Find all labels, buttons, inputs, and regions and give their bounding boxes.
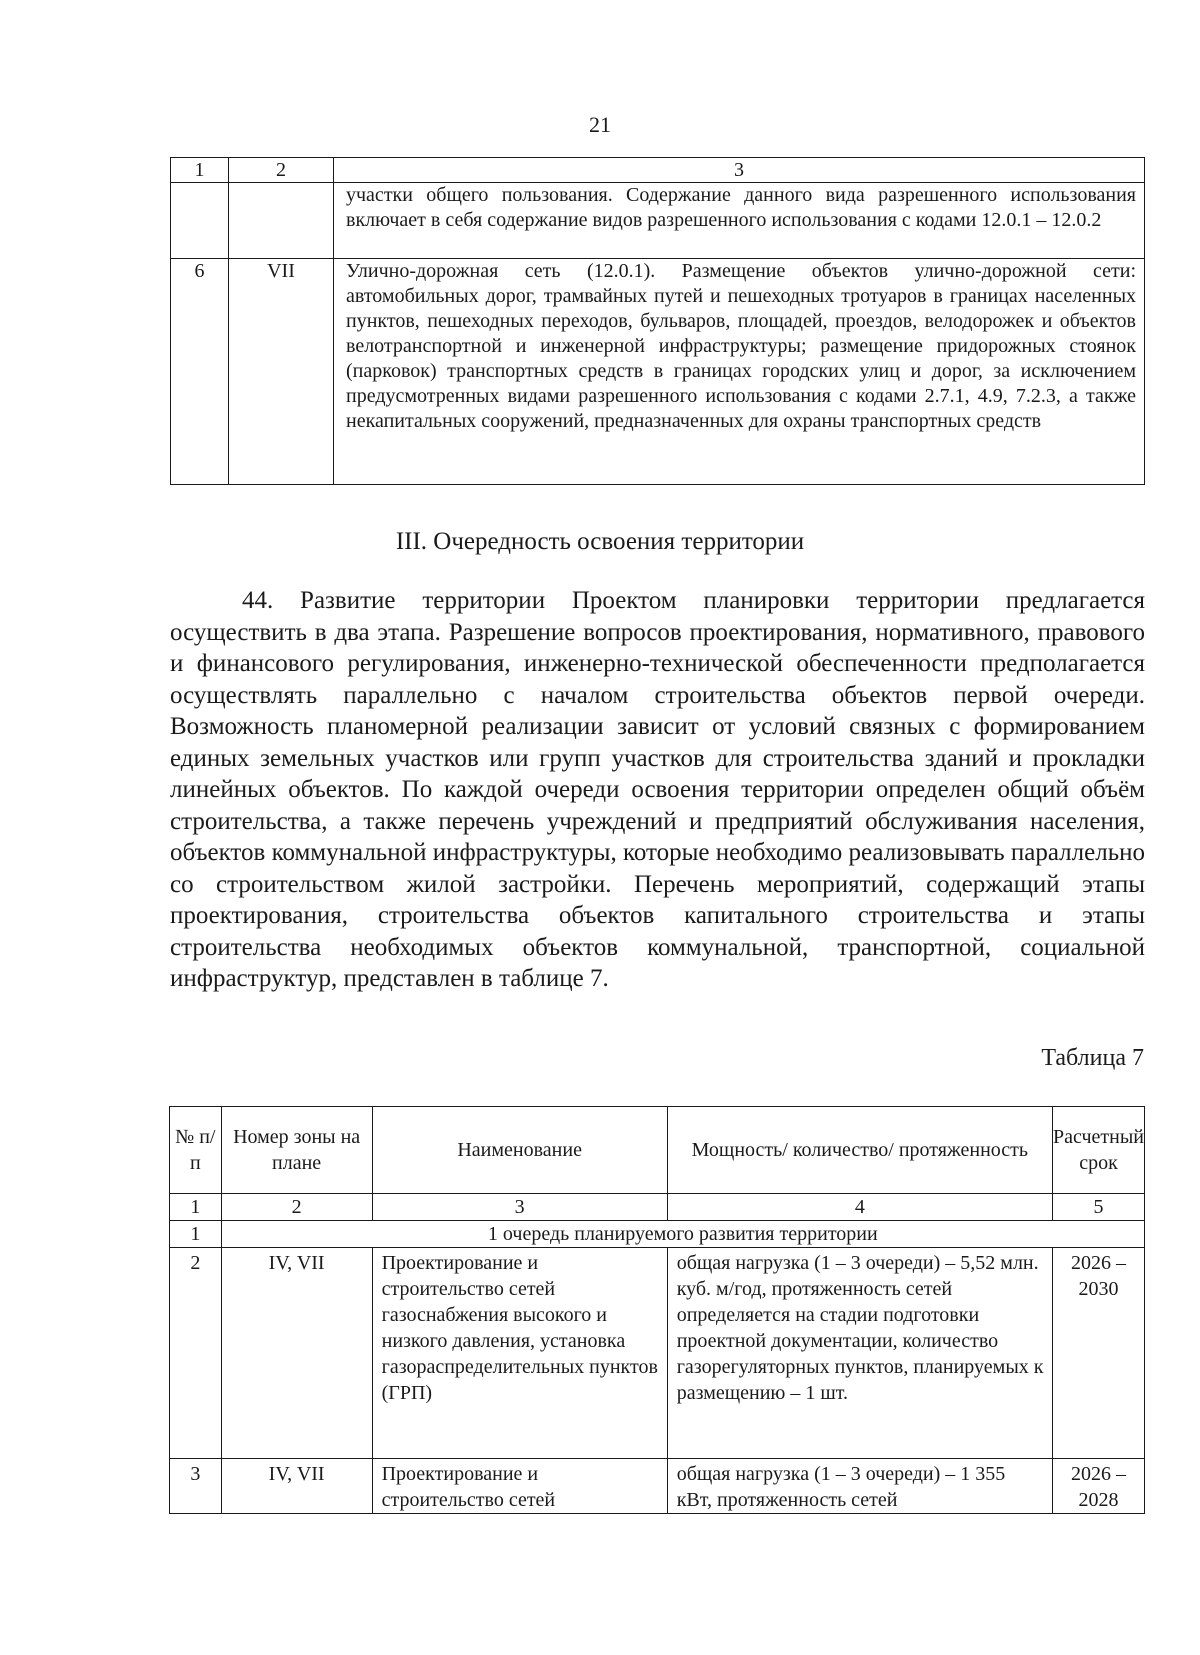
table-header-row	[170, 1107, 1145, 1194]
header-capacity: Мощность/ количество/ протяженность	[667, 1107, 1052, 1194]
header-cell: 1	[171, 158, 229, 183]
term-cell: 2026 – 2028	[1053, 1459, 1145, 1514]
table-row	[170, 1459, 1145, 1514]
description-cell	[334, 259, 1145, 485]
description-text: Улично-дорожная сеть (12.0.1). Размещение объектов улично-дорожной сети: автомобильных дорог, трамвайных путей и пешеходных тротуаров в границах населенных пунктов, пешеходных переходов, бульваров, площадей, проездов, велодорожек и объектов велотранспортной и инженерной инфраструктуры; размещение придорожных стоянок (парковок) транспортных средств в границах городских улиц и дорог, за исключением предусмотренных видами разрешенного использования с кодами 2.7.1, 4.9, 7.2.3, а также некапитальных сооружений, предназначенных для охраны транспортных средств	[346, 260, 1136, 432]
zone-cell: IV, VII	[221, 1248, 372, 1459]
term-cell: 2026 – 2030	[1053, 1248, 1145, 1459]
header-name: Наименование	[372, 1107, 667, 1194]
name-cell: Проектирование и строительство сетей газоснабжения высокого и низкого давления, установка газораспределительных пунктов (ГРП)	[372, 1248, 667, 1459]
zone-cell	[229, 183, 334, 259]
column-number: 3	[372, 1194, 667, 1221]
table-7	[169, 1106, 1145, 1514]
page-number: 21	[589, 112, 611, 137]
table-row	[170, 1248, 1145, 1459]
table-row	[171, 183, 1145, 259]
table-row	[171, 259, 1145, 485]
description-cell	[334, 183, 1145, 259]
capacity-cell: общая нагрузка (1 – 3 очереди) – 1 355 кВт, протяженность сетей	[667, 1459, 1052, 1514]
header-cell: 2	[229, 158, 334, 183]
header-cell: 3	[334, 158, 1145, 183]
row-number-cell	[171, 183, 229, 259]
continuation-table	[170, 157, 1145, 485]
column-number: 5	[1053, 1194, 1145, 1221]
table-label: Таблица 7	[1041, 1045, 1144, 1071]
header-num: № п/п	[170, 1107, 222, 1194]
row-number-cell: 2	[170, 1248, 222, 1459]
stage-number: 1	[170, 1221, 222, 1248]
body-paragraph: 44. Развитие территории Проектом планировки территории предлагается осуществить в два этапа. Разрешение вопросов проектирования, нормативного, правового и финансового регулирования, инженерно-технической обеспеченности предполагается осуществлять параллельно с началом строительства объектов первой очереди. Возможность планомерной реализации зависит от условий связных с формированием единых земельных участков или групп участков для строительства зданий и прокладки линейных объектов. По каждой очереди освоения территории определен общий объём строительства, а также перечень учреждений и предприятий обслуживания населения, объектов коммунальной инфраструктуры, которые необходимо реализовывать параллельно со строительством жилой застройки. Перечень мероприятий, содержащий этапы проектирования, строительства объектов капитального строительства и этапы строительства необходимых объектов коммунальной, транспортной, социальной инфраструктур, представлен в таблице 7.	[170, 587, 1145, 992]
table-header-row	[171, 158, 1145, 183]
name-cell: Проектирование и строительство сетей	[372, 1459, 667, 1514]
stage-title: 1 очередь планируемого развития территории	[221, 1221, 1144, 1248]
zone-cell: IV, VII	[221, 1459, 372, 1514]
header-term: Расчетный срок	[1053, 1107, 1145, 1194]
column-number: 4	[667, 1194, 1052, 1221]
column-number: 1	[170, 1194, 222, 1221]
row-number-cell: 6	[171, 259, 229, 485]
header-zone: Номер зоны на плане	[221, 1107, 372, 1194]
zone-cell: VII	[229, 259, 334, 485]
column-number-row	[170, 1194, 1145, 1221]
capacity-cell: общая нагрузка (1 – 3 очереди) – 5,52 млн. куб. м/год, протяженность сетей определяется на стадии подготовки проектной документации, количество газорегуляторных пунктов, планируемых к размещению – 1 шт.	[667, 1248, 1052, 1459]
stage-row	[170, 1221, 1145, 1248]
section-title: III. Очередность освоения территории	[395, 528, 805, 555]
column-number: 2	[221, 1194, 372, 1221]
description-text: участки общего пользования. Содержание данного вида разрешенного использования включает в себя содержание видов разрешенного использования с кодами 12.0.1 – 12.0.2	[346, 184, 1136, 231]
row-number-cell: 3	[170, 1459, 222, 1514]
